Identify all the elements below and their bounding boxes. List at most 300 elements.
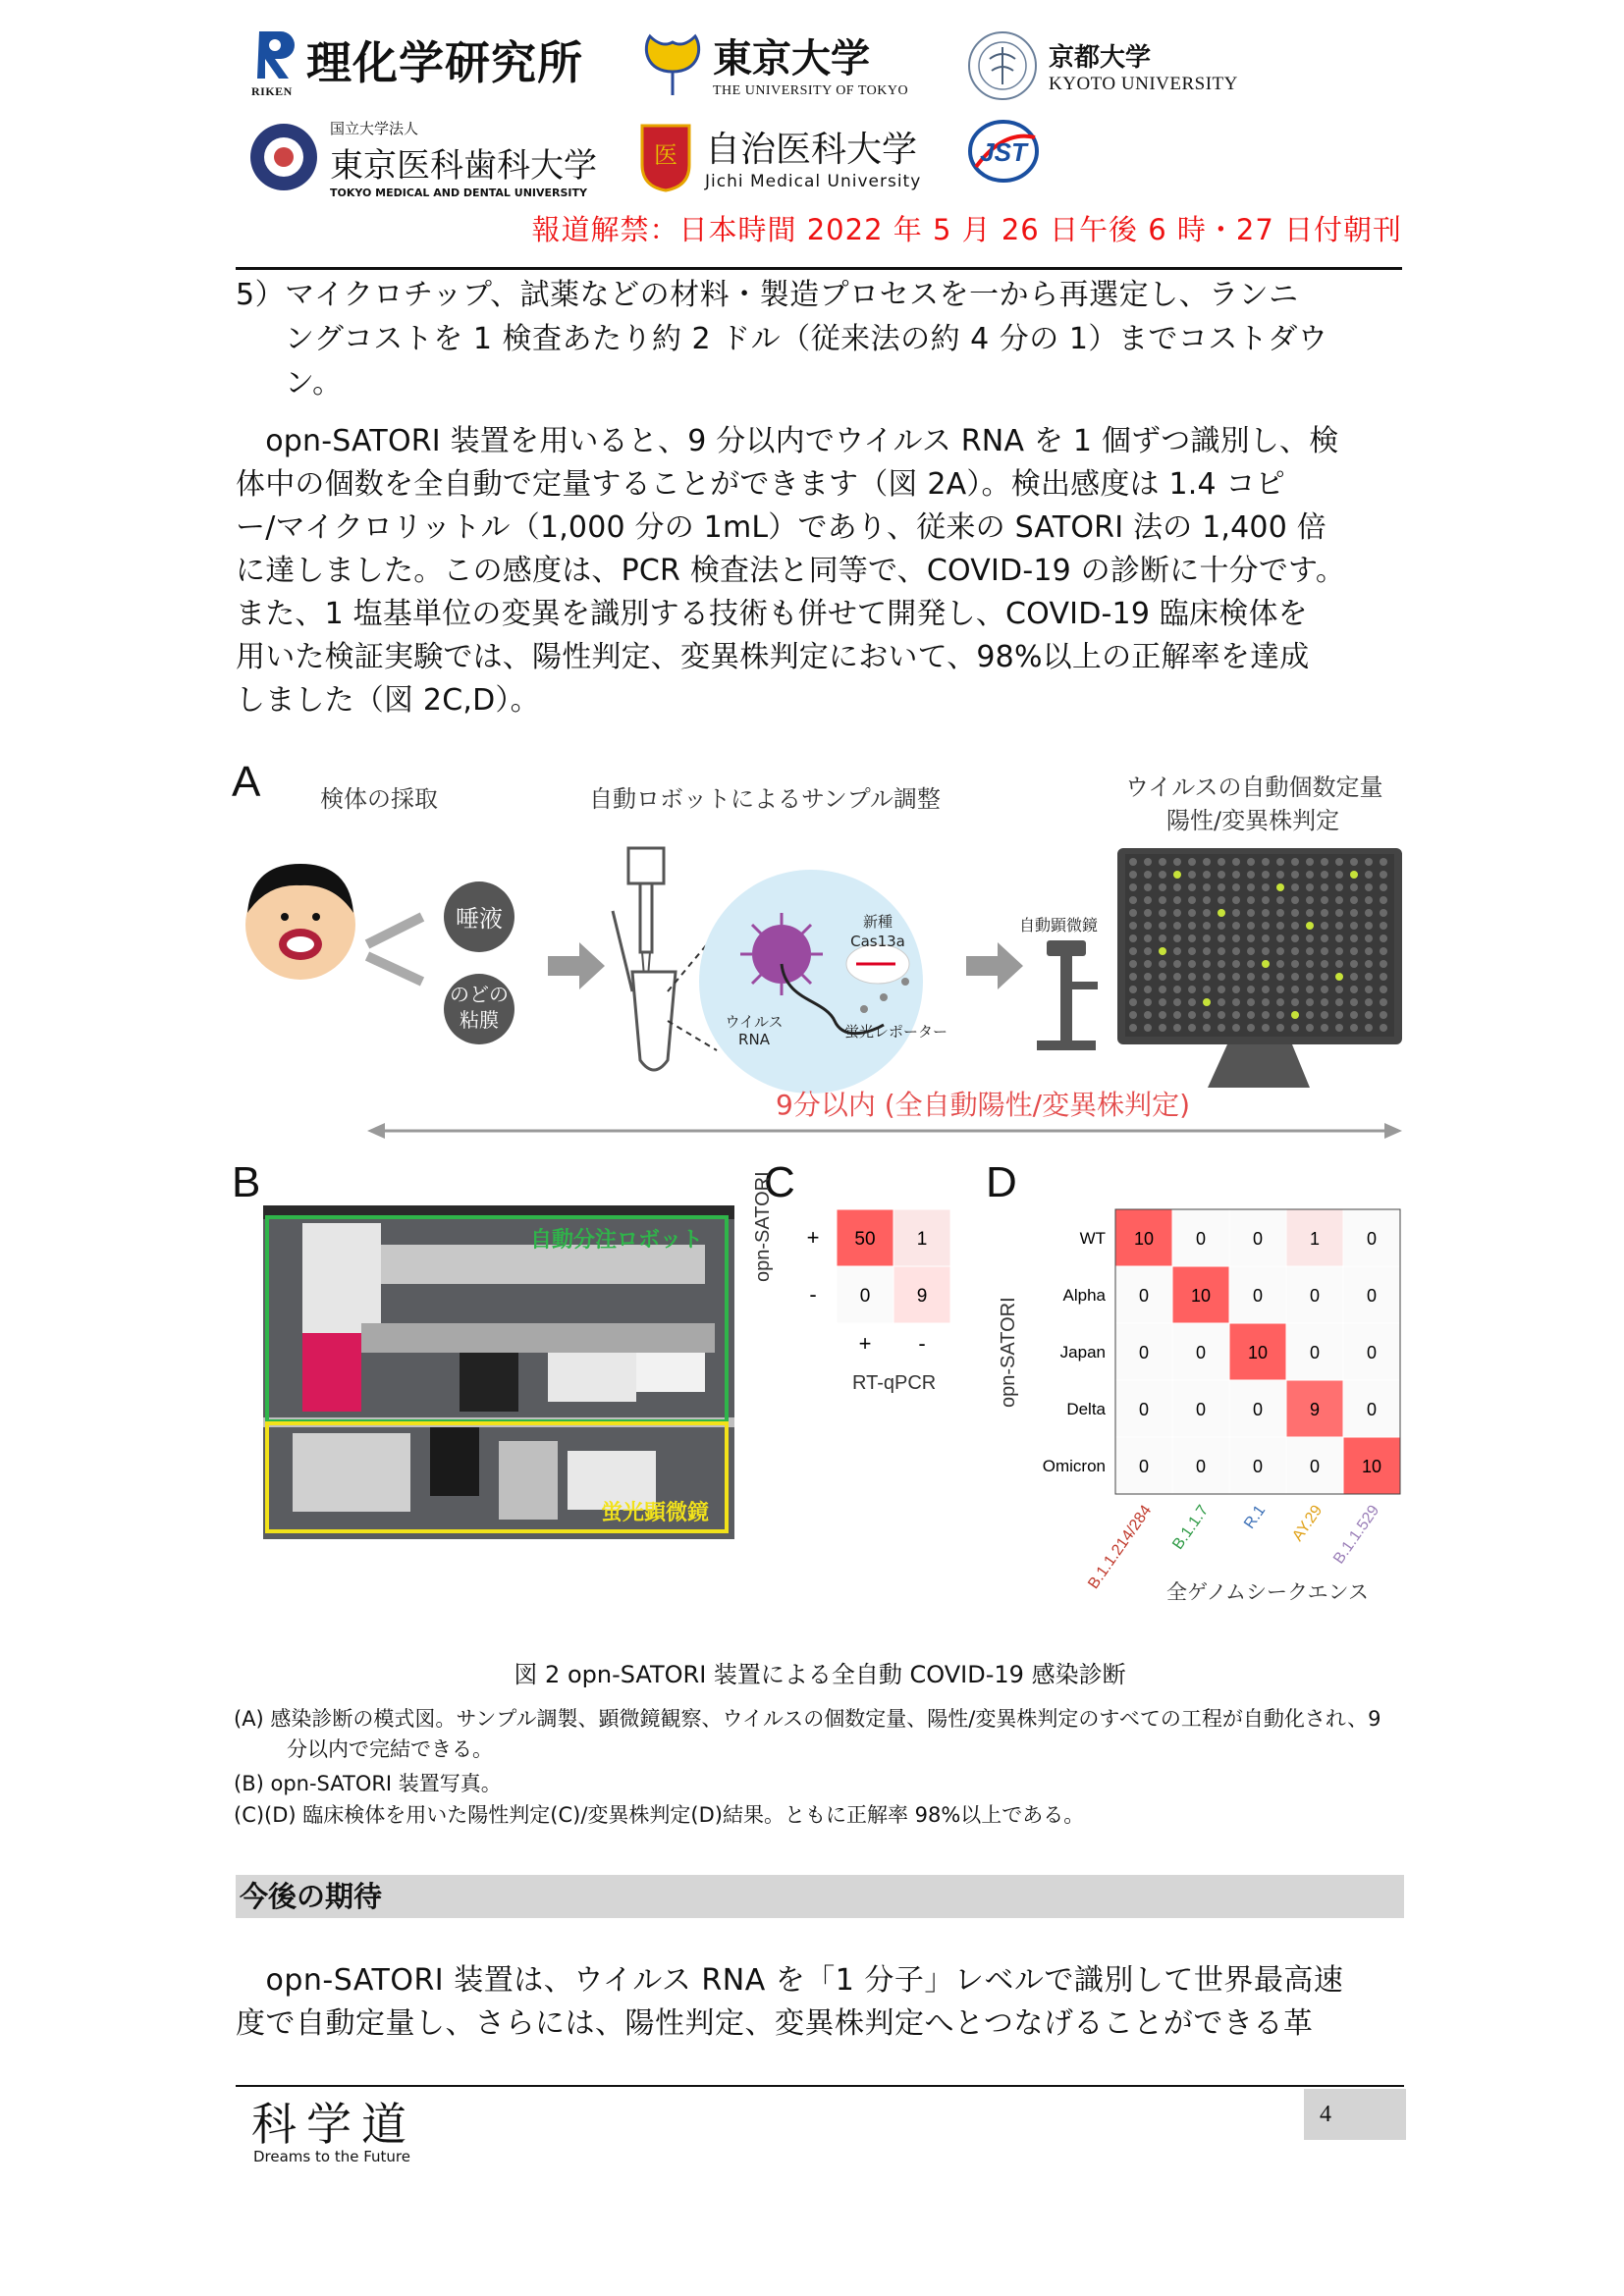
well <box>1291 998 1299 1006</box>
well <box>1247 934 1255 942</box>
well <box>1350 1024 1358 1032</box>
well <box>1129 858 1137 866</box>
well <box>1173 986 1181 993</box>
well <box>1262 934 1270 942</box>
well <box>1144 986 1152 993</box>
kyoto-name: 京都大学 <box>1049 42 1152 73</box>
well <box>1291 934 1299 942</box>
label-fluorescence-microscope: 蛍光顕微鏡 <box>601 1501 710 1525</box>
c-ylabel: opn-SATORI <box>752 1171 774 1282</box>
para1-line: 体中の個数を全自動で定量することができます（図 2A）。検出感度は 1.4 コピ <box>236 467 1285 502</box>
positive-well <box>1276 883 1284 891</box>
pipette-icon <box>613 848 676 1070</box>
well <box>1276 1011 1284 1019</box>
well <box>1232 909 1240 917</box>
well <box>1159 986 1166 993</box>
well <box>1159 896 1166 904</box>
cell-value: 0 <box>1252 1400 1264 1419</box>
microscope-icon <box>1037 940 1098 1050</box>
well <box>1335 934 1343 942</box>
virus-rna-label-2: RNA <box>738 1031 770 1048</box>
item5-line3: ン。 <box>285 366 343 400</box>
well <box>1232 947 1240 955</box>
para1-line: ー/マイクロリットル（1,000 分の 1mL）であり、従来の SATORI 法の 1,400 倍 <box>236 510 1326 545</box>
well <box>1365 986 1373 993</box>
well <box>1350 986 1358 993</box>
throat-label-2: 粘膜 <box>460 1008 499 1032</box>
well <box>1247 960 1255 968</box>
well <box>1335 1024 1343 1032</box>
well <box>1350 909 1358 917</box>
well <box>1173 883 1181 891</box>
well <box>1144 871 1152 879</box>
well <box>1262 858 1270 866</box>
well <box>1218 1024 1225 1032</box>
col-label: R.1 <box>1241 1502 1270 1532</box>
well <box>1276 896 1284 904</box>
well <box>1365 1011 1373 1019</box>
well <box>1306 947 1314 955</box>
jichi-logo <box>636 120 921 192</box>
panel-letter-b: B <box>232 1158 261 1206</box>
well <box>1188 998 1196 1006</box>
well <box>1365 960 1373 968</box>
well <box>1144 858 1152 866</box>
well <box>1276 934 1284 942</box>
cell-value: 0 <box>1252 1229 1264 1249</box>
col-label: + <box>858 1331 872 1356</box>
cell-value: 0 <box>1138 1343 1150 1362</box>
well <box>1321 883 1328 891</box>
well <box>1380 858 1387 866</box>
cell-value: 0 <box>1366 1286 1378 1306</box>
well <box>1203 883 1211 891</box>
well <box>1188 1011 1196 1019</box>
well <box>1232 896 1240 904</box>
well <box>1291 947 1299 955</box>
well <box>1144 998 1152 1006</box>
well <box>1350 973 1358 981</box>
well <box>1188 896 1196 904</box>
well <box>1218 960 1225 968</box>
c-xlabel: RT-qPCR <box>852 1372 937 1394</box>
well <box>1335 896 1343 904</box>
item5-line2: ングコストを 1 検査あたり約 2 ドル（従来法の約 4 分の 1）までコストダウ <box>285 322 1328 356</box>
footer-rule <box>236 2085 1404 2087</box>
well <box>1159 871 1166 879</box>
cell-value: 0 <box>1252 1286 1264 1306</box>
well <box>1232 871 1240 879</box>
well <box>1203 947 1211 955</box>
well <box>1335 909 1343 917</box>
well <box>1144 1024 1152 1032</box>
well <box>1232 973 1240 981</box>
well <box>1380 960 1387 968</box>
well <box>1365 909 1373 917</box>
well <box>1380 973 1387 981</box>
well <box>1276 922 1284 930</box>
well <box>1218 998 1225 1006</box>
well <box>1291 871 1299 879</box>
cell-value: 0 <box>1195 1400 1207 1419</box>
well <box>1365 883 1373 891</box>
well <box>1218 896 1225 904</box>
kyoto-sub: KYOTO UNIVERSITY <box>1049 73 1238 94</box>
d-ylabel: opn-SATORI <box>998 1297 1019 1408</box>
well <box>1173 934 1181 942</box>
well <box>1188 934 1196 942</box>
well <box>1203 922 1211 930</box>
well <box>1306 960 1314 968</box>
well <box>1159 1024 1166 1032</box>
well <box>1276 858 1284 866</box>
pink-module <box>302 1333 361 1412</box>
well <box>1247 998 1255 1006</box>
cell-value: 0 <box>1366 1229 1378 1249</box>
arrow-right-icon <box>548 942 605 989</box>
well <box>1188 883 1196 891</box>
well <box>1188 986 1196 993</box>
well <box>1262 909 1270 917</box>
well <box>1203 986 1211 993</box>
well <box>1159 960 1166 968</box>
well <box>1159 922 1166 930</box>
well <box>1203 858 1211 866</box>
well <box>1335 871 1343 879</box>
well <box>1321 858 1328 866</box>
cell-value: 0 <box>1138 1400 1150 1419</box>
well <box>1159 883 1166 891</box>
person-face-icon <box>245 864 355 980</box>
label-sample-collection: 検体の採取 <box>320 785 438 813</box>
cell-value: 0 <box>1138 1286 1150 1306</box>
well <box>1232 960 1240 968</box>
well <box>1365 922 1373 930</box>
well <box>1335 986 1343 993</box>
well <box>1276 947 1284 955</box>
cell-value: 9 <box>1309 1400 1321 1419</box>
well <box>1306 998 1314 1006</box>
cell-value: 0 <box>1195 1343 1207 1362</box>
para1-line: しました（図 2C,D）。 <box>236 683 540 718</box>
positive-well <box>1203 998 1211 1006</box>
well <box>1173 947 1181 955</box>
well <box>1129 998 1137 1006</box>
well <box>1218 883 1225 891</box>
row-label: + <box>806 1225 820 1250</box>
label-robot-prep: 自動ロボットによるサンプル調整 <box>589 785 941 813</box>
well <box>1173 998 1181 1006</box>
well <box>1276 986 1284 993</box>
well <box>1365 934 1373 942</box>
well <box>1159 858 1166 866</box>
well <box>1173 896 1181 904</box>
well <box>1321 960 1328 968</box>
well <box>1321 1024 1328 1032</box>
well <box>1262 973 1270 981</box>
well <box>1232 986 1240 993</box>
cell-value: 0 <box>1366 1343 1378 1362</box>
jst-text: JST <box>980 137 1027 167</box>
tmdu-logo <box>247 118 597 199</box>
tmdu-sub: TOKYO MEDICAL AND DENTAL UNIVERSITY <box>330 187 587 199</box>
well <box>1291 858 1299 866</box>
well <box>1188 1024 1196 1032</box>
cell-value: 0 <box>1309 1286 1321 1306</box>
well <box>1350 947 1358 955</box>
panel-letter-a: A <box>232 758 261 806</box>
well <box>1247 973 1255 981</box>
cell-value: 10 <box>1190 1286 1212 1306</box>
well <box>1365 871 1373 879</box>
well <box>1144 922 1152 930</box>
well <box>1129 934 1137 942</box>
figure-note-b: (B) opn-SATORI 装置写真。 <box>234 1772 502 1795</box>
well <box>1144 947 1152 955</box>
well <box>1247 896 1255 904</box>
well <box>1365 998 1373 1006</box>
well <box>1203 1024 1211 1032</box>
label-robot: 自動分注ロボット <box>530 1228 704 1253</box>
well <box>1218 986 1225 993</box>
tmdu-small: 国立大学法人 <box>330 120 419 137</box>
well <box>1159 909 1166 917</box>
well <box>1321 947 1328 955</box>
well <box>1247 947 1255 955</box>
col-label: B.1.1.529 <box>1330 1502 1383 1568</box>
well <box>1262 871 1270 879</box>
well <box>1335 858 1343 866</box>
panel-letter-d: D <box>986 1158 1017 1206</box>
well <box>1232 858 1240 866</box>
jst-logo <box>966 116 1041 187</box>
well <box>1262 1024 1270 1032</box>
cell-value: 0 <box>1195 1229 1207 1249</box>
cell-value: 10 <box>1133 1229 1155 1249</box>
jichi-sub: Jichi Medical University <box>705 171 922 191</box>
utokyo-logo <box>638 27 908 99</box>
well <box>1365 947 1373 955</box>
well <box>1129 883 1137 891</box>
riken-logo <box>251 26 583 94</box>
figure-caption: 図 2 opn-SATORI 装置による全自動 COVID-19 感染診断 <box>514 1661 1126 1688</box>
section-paragraph <box>236 1959 1404 2046</box>
monitor-icon <box>1117 848 1402 1088</box>
cell-value: 0 <box>859 1286 871 1307</box>
cell-value: 0 <box>1309 1343 1321 1362</box>
well <box>1380 922 1387 930</box>
para1-line: 用いた検証実験では、陽性判定、変異株判定において、98%以上の正解率を達成 <box>236 640 1310 674</box>
well <box>1335 883 1343 891</box>
well <box>1159 998 1166 1006</box>
well <box>1306 1024 1314 1032</box>
well <box>1129 1011 1137 1019</box>
well <box>1306 1011 1314 1019</box>
well <box>1218 947 1225 955</box>
paragraph-1 <box>236 420 1404 722</box>
well <box>1306 883 1314 891</box>
well <box>1188 858 1196 866</box>
well <box>1173 922 1181 930</box>
positive-well <box>1262 960 1270 968</box>
well <box>1262 1011 1270 1019</box>
well <box>1173 960 1181 968</box>
well <box>1203 909 1211 917</box>
row-label: - <box>809 1282 817 1307</box>
saliva-label: 唾液 <box>456 905 503 933</box>
kyoto-seal-icon <box>966 29 1039 102</box>
positive-well <box>1173 871 1181 879</box>
well <box>1262 922 1270 930</box>
tmdu-name: 東京医科歯科大学 <box>330 146 597 186</box>
well <box>1350 858 1358 866</box>
row-label: Omicron <box>1042 1457 1106 1475</box>
well <box>1321 1011 1328 1019</box>
well <box>1291 896 1299 904</box>
well <box>1350 1011 1358 1019</box>
well <box>1350 896 1358 904</box>
label-nine-minutes: 9分以内 (全自動陽性/変異株判定) <box>776 1089 1190 1121</box>
well <box>1321 909 1328 917</box>
cell-value: 10 <box>1247 1343 1269 1362</box>
well <box>1188 960 1196 968</box>
well <box>1291 1024 1299 1032</box>
row-label: WT <box>1079 1229 1106 1248</box>
cell-value: 0 <box>1366 1400 1378 1419</box>
embargo-notice: 報道解禁：日本時間 2022 年 5 月 26 日午後 6 時・27 日付朝刊 <box>531 213 1402 246</box>
tmdu-seal-icon <box>247 120 320 198</box>
well <box>1380 998 1387 1006</box>
well <box>1247 1024 1255 1032</box>
well <box>1262 986 1270 993</box>
well <box>1232 934 1240 942</box>
well <box>1321 896 1328 904</box>
section-para-line: 度で自動定量し、さらには、陽性判定、変異株判定へとつなげることができる革 <box>236 2006 1314 2041</box>
well <box>1380 1011 1387 1019</box>
well <box>1144 883 1152 891</box>
well <box>1291 883 1299 891</box>
well <box>1247 871 1255 879</box>
col-label: B.1.1.7 <box>1169 1502 1213 1553</box>
well <box>1306 871 1314 879</box>
well <box>1129 909 1137 917</box>
well <box>1380 883 1387 891</box>
well <box>1247 909 1255 917</box>
well <box>1350 922 1358 930</box>
well <box>1321 871 1328 879</box>
well <box>1173 858 1181 866</box>
well <box>1291 960 1299 968</box>
well <box>1144 934 1152 942</box>
well <box>1321 986 1328 993</box>
label-auto-quant: ウイルスの自動個数定量 <box>1125 774 1383 801</box>
jichi-crest-icon <box>636 120 695 192</box>
well <box>1203 896 1211 904</box>
label-positive-variant: 陽性/変異株判定 <box>1166 807 1340 834</box>
well <box>1276 998 1284 1006</box>
well <box>1159 973 1166 981</box>
col-label: B.1.1.214/284 <box>1085 1502 1156 1592</box>
well <box>1232 998 1240 1006</box>
section-heading: 今後の期待 <box>236 1875 1404 1918</box>
well <box>1380 947 1387 955</box>
row-label: Japan <box>1059 1343 1106 1362</box>
well <box>1203 871 1211 879</box>
well <box>1335 960 1343 968</box>
well <box>1247 1011 1255 1019</box>
well <box>1380 871 1387 879</box>
well <box>1129 960 1137 968</box>
well <box>1188 909 1196 917</box>
well <box>1306 896 1314 904</box>
well <box>1321 998 1328 1006</box>
row-label: Alpha <box>1062 1286 1106 1305</box>
footer-tagline: Dreams to the Future <box>253 2148 410 2165</box>
well <box>1365 973 1373 981</box>
well <box>1380 986 1387 993</box>
well <box>1321 922 1328 930</box>
well <box>1218 1011 1225 1019</box>
cell-value: 1 <box>916 1229 928 1250</box>
well <box>1291 909 1299 917</box>
section-para-line: opn-SATORI 装置は、ウイルス RNA を「1 分子」レベルで識別して世界最高速 <box>236 1963 1344 1998</box>
well <box>1173 909 1181 917</box>
well <box>1203 934 1211 942</box>
row-label: Delta <box>1066 1400 1106 1418</box>
well <box>1306 934 1314 942</box>
well <box>1321 973 1328 981</box>
cas-label-1: 新種 <box>862 913 893 931</box>
well <box>1129 922 1137 930</box>
list-item-5 <box>236 273 1404 405</box>
well <box>1247 858 1255 866</box>
well <box>1218 871 1225 879</box>
cell-value: 0 <box>1252 1457 1264 1476</box>
cell-value: 1 <box>1309 1229 1321 1249</box>
panel-letter-c: C <box>764 1158 795 1206</box>
well <box>1129 986 1137 993</box>
well <box>1129 1024 1137 1032</box>
well <box>1350 998 1358 1006</box>
well <box>1380 934 1387 942</box>
well <box>1129 973 1137 981</box>
well <box>1335 922 1343 930</box>
well <box>1144 960 1152 968</box>
well <box>1350 934 1358 942</box>
well <box>1306 858 1314 866</box>
microscope-label: 自動顕微鏡 <box>1019 916 1099 934</box>
well <box>1291 922 1299 930</box>
well <box>1173 1011 1181 1019</box>
well <box>1129 896 1137 904</box>
well <box>1276 973 1284 981</box>
cell-value: 0 <box>1309 1457 1321 1476</box>
well <box>1188 922 1196 930</box>
well <box>1350 960 1358 968</box>
well <box>1188 871 1196 879</box>
well <box>1247 922 1255 930</box>
well <box>1218 858 1225 866</box>
well <box>1365 896 1373 904</box>
positive-well <box>1350 871 1358 879</box>
well <box>1306 973 1314 981</box>
utokyo-sub: THE UNIVERSITY OF TOKYO <box>713 83 909 98</box>
well <box>1144 973 1152 981</box>
well <box>1380 909 1387 917</box>
cell-value: 9 <box>916 1286 928 1307</box>
well <box>1262 896 1270 904</box>
item5-line1: 5）マイクロチップ、試薬などの材料・製造プロセスを一から再選定し、ランニ <box>236 278 1299 312</box>
